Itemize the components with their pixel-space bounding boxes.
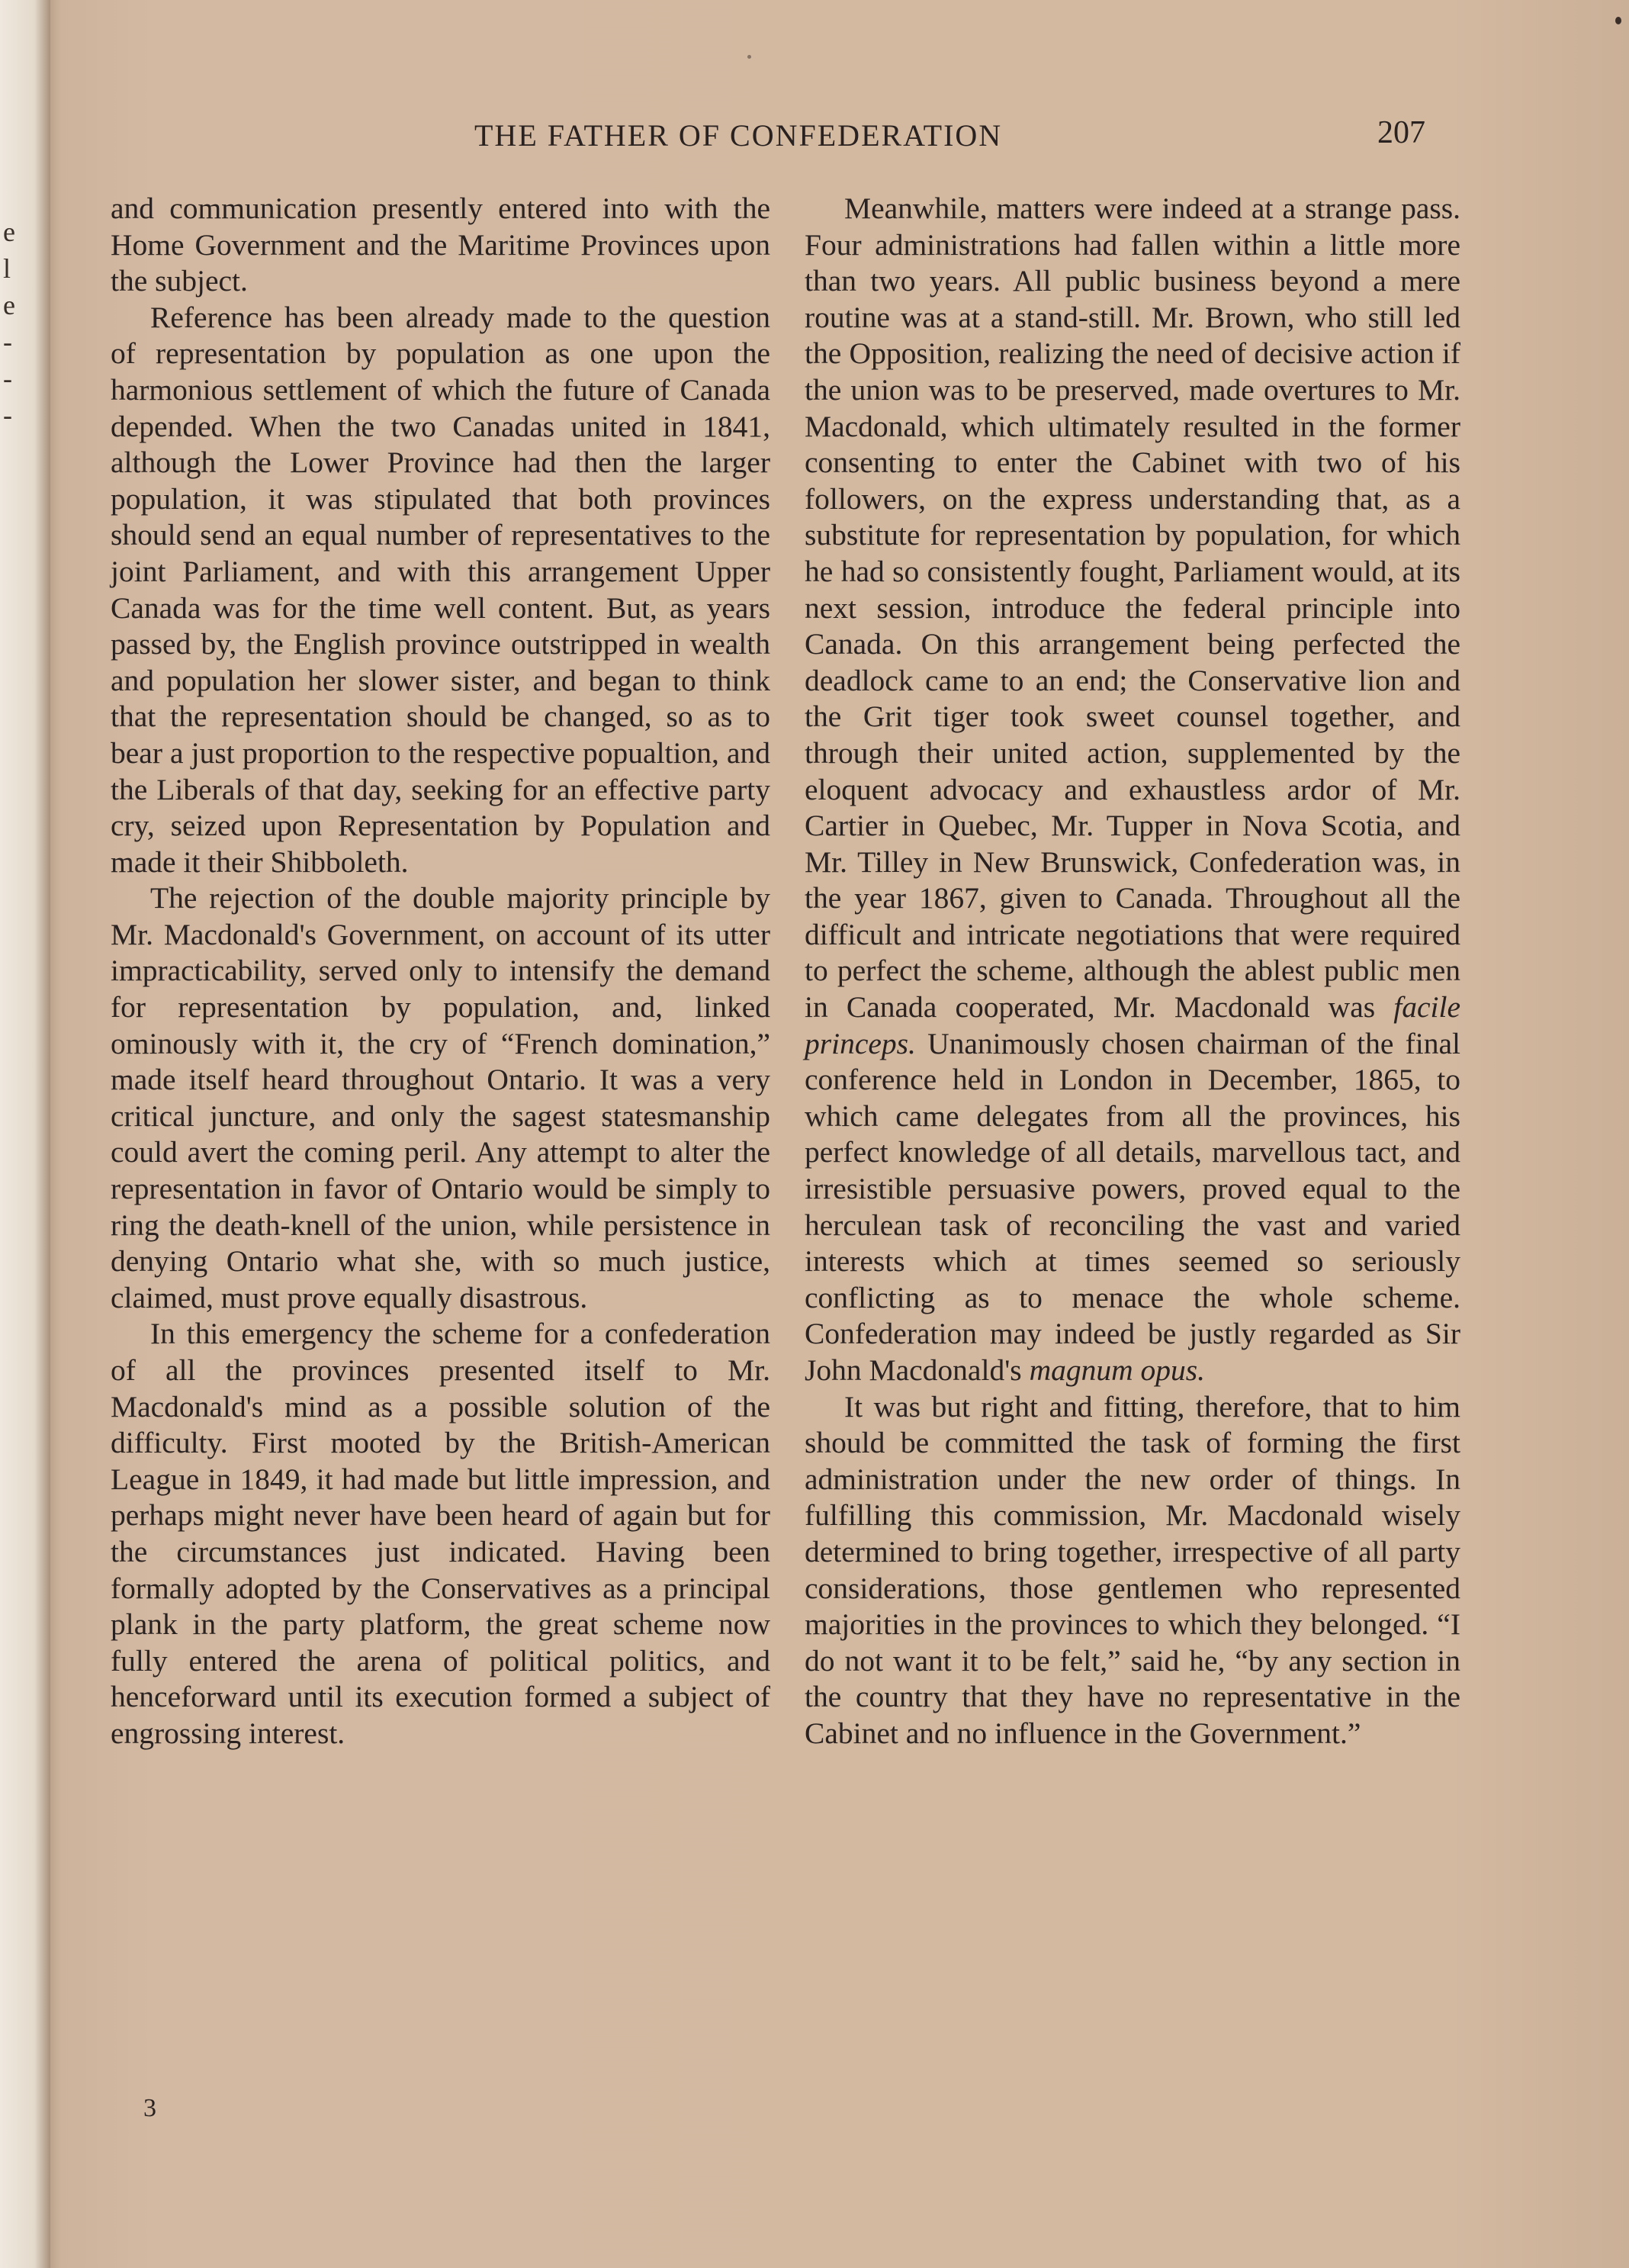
paragraph: The rejection of the double majority principle by Mr. Macdonald's Government, on account of its utter impracticability, served only to intensify the demand for representation by population, and, linked ominously with it, the cry of “French domination,” made itself heard throughout Ontario. It was a very critical juncture, and only the sagest statesmanship could avert the coming peril. Any attempt to alter the representation in favor of Ontario would be simply to ring the death-knell of the union, while persistence in denying Ontario what she, with so much justice, claimed, must prove equally disastrous. — [111, 881, 770, 1314]
paragraph: Reference has been already made to the question of representation by population as one upon the harmonious settlement of which the future of Canada depended. When the two Canadas united in 1841, although the Lower Province had then the larger population, it was stipulated that both provinces should send an equal number of representatives to the joint Parliament, and with this arrangement Upper Canada was for the time well content. But, as years passed by, the English province outstripped in wealth and population her slower sister, and began to think that the representation should be changed, so as to bear a just proportion to the respective popualtion, and the Liberals of that day, seeking for an effective party cry, seized upon Representation by Population and made it their Shibboleth. — [111, 300, 770, 879]
fragment: e — [3, 290, 15, 320]
paragraph: and communication presently entered into with the Home Government and the Maritime Provinces upon the subject. — [111, 191, 770, 298]
left-column — [111, 191, 770, 1752]
paragraph: It was but right and fitting, therefore, that to him should be committed the task of forming the first administration under the new order of things. In fulfilling this commission, Mr. Macdonald wisely determined to bring together, irrespective of all party considerations, those gentlemen who represented majorities in the provinces to which they belonged. “I do not want it to be felt,” said he, “by any section in the country that they have no representative in the Cabinet and no influence in the Government.” — [805, 1389, 1460, 1750]
speck — [1615, 17, 1621, 24]
paragraph-text: Meanwhile, matters were indeed at a strange pass. Four administrations had fallen within a little more than two years. All public business beyond a mere routine was at a stand-still. Mr. Brown, who still led the Opposition, realizing the need of decisive action if the union was to be preserved, made overtures to Mr. Macdonald, which ultimately resulted in the former consenting to enter the Cabinet with two of his followers, on the express understanding that, as a substitute for representation by population, for which he had so consistently fought, Parliament would, at its next session, introduce the federal principle into Canada. On this arrangement being perfected the deadlock came to an end; the Conservative lion and the Grit tiger took sweet counsel together, and through their united action, supplemented by the eloquent advocacy and exhaustless ardor of Mr. Cartier in Quebec, Mr. Tupper in Nova Scotia, and Mr. Tilley in New Brunswick, Confederation was, in the year 1867, given to Canada. Throughout all the difficult and intricate negotiations that were required to perfect the scheme, although the ablest public men in Canada cooperated, Mr. Macdonald was — [805, 191, 1460, 1025]
fragment: e — [3, 217, 15, 247]
speck — [747, 55, 751, 59]
running-title: THE FATHER OF CONFEDERATION — [474, 118, 1003, 153]
paragraph-text: Unanimously chosen chairman of the final conference held in London in December, 1865, to which came delegates from all the provinces, his perfect knowledge of all details, marvellous tact, and irresistible persuasive powers, proved equal to the herculean task of reconciling the vast and varied interests which at times seemed so seriously conflicting as to menace the whole scheme. Confederation may indeed be justly regarded as Sir John Macdonald's — [805, 1026, 1460, 1387]
fragment: l — [3, 253, 11, 284]
italic-phrase: facile princeps. — [805, 990, 1461, 1060]
facing-page-edge — [0, 0, 50, 2268]
fragment: - — [3, 363, 12, 394]
italic-phrase: magnum opus. — [1029, 1353, 1205, 1387]
paragraph — [805, 191, 1460, 1389]
facing-page-fragments — [3, 214, 21, 433]
page-number: 207 — [1377, 115, 1425, 150]
signature-mark: 3 — [143, 2094, 156, 2122]
right-column — [805, 191, 1460, 1752]
fragment: - — [3, 400, 12, 430]
paragraph: In this emergency the scheme for a confederation of all the provinces presented itself to Mr. Macdonald's mind as a possible solution of the difficulty. First mooted by the British-American League in 1849, it had made but little impression, and perhaps might never have been heard of again but for the circumstances just indicated. Having been formally adopted by the Conservatives as a principal plank in the party platform, the great scheme now fully entered the arena of political politics, and henceforward until its execution formed a subject of engrossing interest. — [111, 1317, 770, 1750]
fragment: - — [3, 327, 12, 357]
